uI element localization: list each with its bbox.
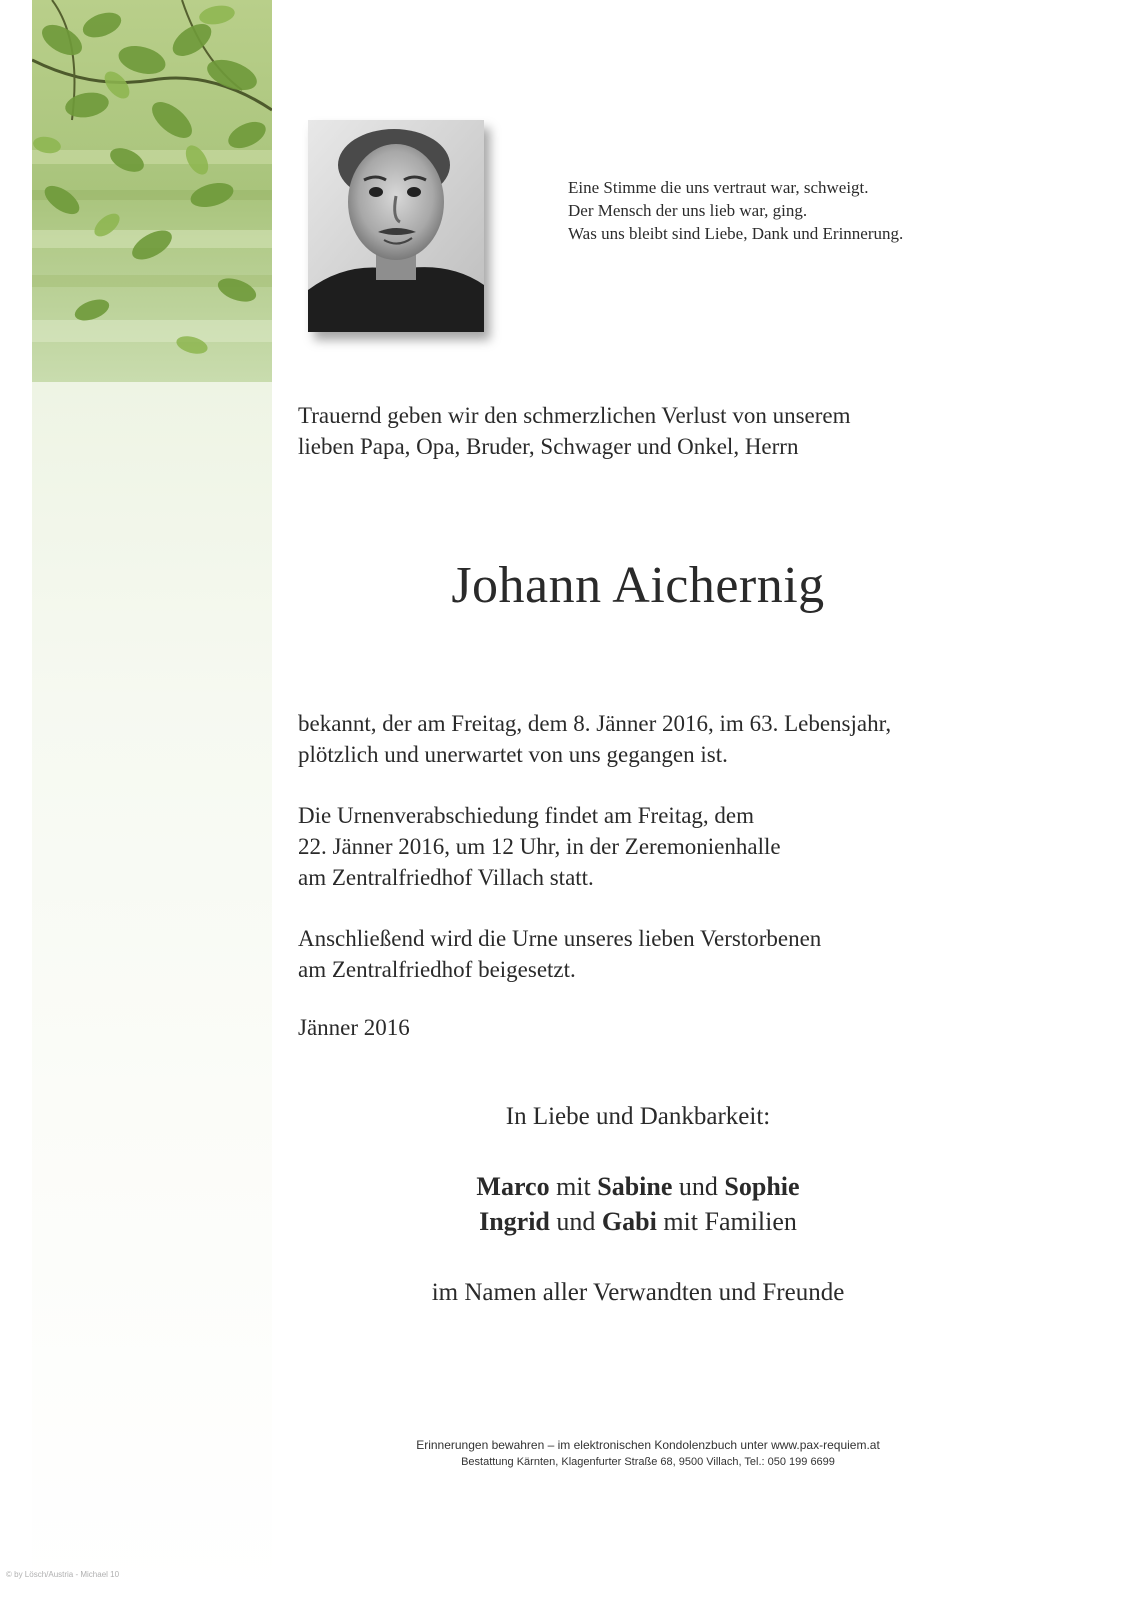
family-name: Marco [476, 1172, 550, 1201]
family-join: und [672, 1172, 725, 1201]
family-join: mit Familien [656, 1207, 797, 1236]
nature-leaves-photo [32, 0, 272, 382]
notice-date: Jänner 2016 [298, 1015, 410, 1040]
family-name: Ingrid [479, 1207, 550, 1236]
ceremony-paragraph [298, 800, 998, 893]
quote-line: Eine Stimme die uns vertraut war, schweigt. [568, 178, 869, 197]
family-line-1 [298, 1170, 978, 1204]
footer-address-line: Bestattung Kärnten, Klagenfurter Straße 68, 9500 Villach, Tel.: 050 199 6699 [461, 1456, 835, 1468]
announcement-intro [298, 400, 978, 462]
family-name: Sabine [597, 1172, 673, 1201]
intro-line: Trauernd geben wir den schmerzlichen Verlust von unserem [298, 403, 851, 428]
family-name: Sophie [724, 1172, 800, 1201]
love-gratitude-heading: In Liebe und Dankbarkeit: [505, 1103, 771, 1130]
memorial-quote [568, 176, 988, 245]
paragraph-line: plötzlich und unerwartet von uns gegangen ist. [298, 742, 728, 767]
death-paragraph [298, 708, 998, 770]
quote-line: Was uns bleibt sind Liebe, Dank und Erinnerung. [568, 224, 904, 243]
paragraph-line: 22. Jänner 2016, um 12 Uhr, in der Zeremonienhalle [298, 834, 781, 859]
family-join: mit [549, 1172, 598, 1201]
family-name: Gabi [601, 1207, 657, 1236]
family-join: und [549, 1207, 602, 1236]
intro-line: lieben Papa, Opa, Bruder, Schwager und Onkel, Herrn [298, 434, 799, 459]
quote-line: Der Mensch der uns lieb war, ging. [568, 201, 808, 220]
paragraph-line: am Zentralfriedhof beigesetzt. [298, 957, 576, 982]
paragraph-line: bekannt, der am Freitag, dem 8. Jänner 2016, im 63. Lebensjahr, [298, 711, 892, 736]
family-line-2 [298, 1205, 978, 1239]
portrait-photo [308, 120, 484, 332]
paragraph-line: Die Urnenverabschiedung findet am Freitag, dem [298, 803, 755, 828]
paragraph-line: Anschließend wird die Urne unseres lieben Verstorbenen [298, 926, 822, 951]
copyright-note: © by Lösch/Austria - Michael 10 [6, 1570, 120, 1579]
footer-condolence-line: Erinnerungen bewahren – im elektronischen Kondolenzbuch unter www.pax-requiem.at [416, 1438, 880, 1452]
burial-paragraph [298, 923, 998, 985]
deceased-name: Johann Aichernig [451, 557, 825, 614]
paragraph-line: am Zentralfriedhof Villach statt. [298, 865, 594, 890]
relatives-line: im Namen aller Verwandten und Freunde [431, 1279, 845, 1306]
